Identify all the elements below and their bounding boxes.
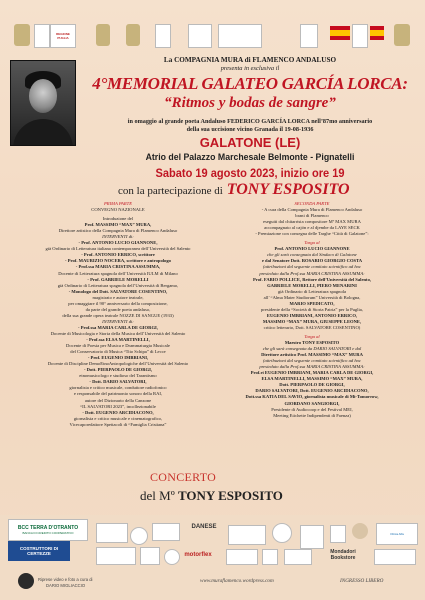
- program-line: per omaggiare il 90° anniversario della composizione,: [68, 300, 168, 306]
- costruttori-logo: COSTRUTTORI DI CERTEZZE: [8, 541, 70, 561]
- ottica-alfa-logo: Ottica Alfa: [376, 523, 418, 545]
- sponsor-logo-8: [140, 547, 160, 565]
- video-credit-line-2: DARIO MIGLIACCIO: [46, 583, 86, 588]
- program-line: Dott. PIERPAOLO DE GIORGI,: [279, 382, 345, 388]
- company-line: La COMPAGNIA MURA di FLAMENCO ANDALUSO: [163, 56, 337, 64]
- event-date: Sabato 19 agosto 2023, inizio ore 19: [155, 166, 345, 180]
- program-line: - Prof. ANTONIO ERRICO, scrittore: [81, 252, 155, 258]
- program-line: Direttore artistico Prof. MASSIMO “MAX” MURA: [261, 352, 363, 358]
- program-line: Docente di Letteratura spagnola dell’Università IULM di Milano: [58, 270, 178, 276]
- program-line: già Ordinario di Letteratura italiana contemporanea dell’Università del Salento: [45, 246, 191, 252]
- sponsors-footer: [0, 515, 425, 600]
- sponsor-logo-13: [374, 549, 416, 565]
- program-line: all’ “Alma Mater Studiorum” Università di Bologna,: [263, 294, 361, 300]
- crest-logo-4-icon: [126, 24, 140, 46]
- program-line: DARIO SALVATORI, Dott. EUGENIO ARCIDIACONO,: [255, 388, 369, 394]
- concert-prefix: del Mº: [140, 488, 175, 503]
- program-line: presieduto dalla Prof.ssa MARIA CRISTINA ASSUMMA:: [259, 270, 365, 276]
- program-line: - Prof. MAURIZIO NOCERA, scrittore e antropologo: [65, 258, 171, 264]
- sponsor-logo-2: [130, 527, 148, 545]
- program-right-column: [212, 201, 412, 419]
- program-line: CONVEGNO NAZIONALE: [91, 207, 145, 213]
- program-line: Maestro TONY ESPOSITO: [284, 340, 340, 346]
- bank-name: BCC TERRA D’OTRANTO: [17, 525, 79, 531]
- program-line: accompagnato al cajón e al djembe da LAYE SECK: [264, 225, 360, 231]
- program-line: giornalista e critico musicale, conduttore radiofonico: [69, 385, 167, 391]
- mondadori-logo: Mondadori Bookstore: [330, 549, 356, 561]
- program-line: Prof.ri EUGENIO IMBRIANI, MARIA CARLA DE GIORGI,: [250, 370, 374, 376]
- program-line: eseguiti dal chitarrista compositore Mº MAX MURA: [263, 219, 361, 225]
- program-line: “IL SALVATORI 2023”, incollezionabile: [80, 403, 156, 409]
- sponsor-logo-12: [284, 549, 312, 565]
- crest-logo-9-icon: [394, 24, 410, 46]
- crest-logo-8-icon: [352, 24, 368, 48]
- sponsor-logo-10: [226, 549, 258, 565]
- program-left-column: [18, 201, 218, 428]
- program-line: Targa al: [304, 333, 320, 339]
- regione-puglia-logo: REGIONE PUGLIA: [50, 24, 76, 48]
- danese-logo: DANESE: [191, 524, 217, 530]
- omaggio-line-2: della sua uccisione vicino Granada il 19-08-1936: [186, 126, 314, 133]
- spain-flag-icon: [330, 26, 350, 40]
- program-line: già Ordinario di Letteratura spagnola dell’Università di Bergamo,: [57, 282, 179, 288]
- program-line: MARIO SPEDICATO,: [289, 300, 335, 306]
- crest-logo-6-icon: [188, 24, 212, 48]
- website-link[interactable]: www.muraflamenco.wordpress.com: [200, 578, 274, 584]
- program-line: - A cura della Compagnia Mura di Flamenco Andaluso: [261, 207, 363, 213]
- program-line: - Dott. DARIO SALVATORI,: [89, 379, 147, 385]
- spain-flag-2-icon: [370, 26, 384, 40]
- program-line: GABRIELE MORELLI, PIERO MENARINI: [267, 282, 357, 288]
- program-line: ELSA MARTINELLI, MASSIMO “MAX” MURA,: [261, 376, 363, 382]
- program-line: presidente della “Società di Storia Patria” per la Puglia,: [261, 306, 363, 312]
- program-line: della sua grande opera teatrale NOZZE DI SANGUE (1933): [62, 312, 174, 318]
- sponsor-logo-3: [152, 523, 180, 541]
- city-title: GALATONE (LE): [199, 135, 301, 150]
- program-line: - Prof. GABRIELE MORELLI: [87, 276, 149, 282]
- program-line: - Prof. ANTONIO LUCIO GIANNONE,: [78, 240, 158, 246]
- ambassador-logo-icon: [218, 24, 262, 48]
- program-line: - Prof.ssa MARIA CARLA DE GIORGI,: [78, 324, 158, 330]
- memorial-title: 4°MEMORIAL GALATEO GARCÍA LORCA:: [92, 74, 408, 93]
- program-line: da parte del grande poeta andaluso,: [85, 306, 151, 312]
- sponsor-logo-5: [300, 525, 324, 549]
- program-line: Docente di Discipline DemoEtnoAntropologiche dell’Università del Salento: [47, 361, 189, 367]
- program-line: e responsabile del patrimonio sonoro della RAI,: [73, 391, 163, 397]
- bcc-bank-logo: [8, 519, 88, 541]
- program-line: PRIMA PARTE: [103, 201, 133, 206]
- compracasa-logo: [96, 547, 136, 565]
- don-gio-logo: [228, 525, 266, 545]
- partecipazione-name: TONY ESPOSITO: [226, 181, 350, 198]
- sponsor-logo-11: [262, 549, 278, 565]
- program-line: (attribuzioni dal seguente comitato scientifico ad hoc: [263, 358, 361, 364]
- free-entry-label: INGRESSO LIBERO: [340, 578, 384, 584]
- program-line: GIORDANO SANGIORGI,: [284, 400, 340, 406]
- program-line: giornalista e critico musicale e cinematografico,: [73, 415, 163, 421]
- lorca-portrait: [10, 60, 76, 146]
- sponsor-logo-1: [96, 523, 128, 543]
- concert-title: CONCERTO: [150, 470, 217, 484]
- program-line: Docente di Poesia per Musica e Drammaturgia Musicale: [66, 343, 170, 349]
- program-line: che gli sarà consegnata da DARIO SALVATORI e dal: [262, 346, 362, 352]
- program-line: presieduto dalla Prof.ssa MARIA CRISTINA ASSUMMA:: [259, 364, 365, 370]
- crest-logo-7-icon: [300, 24, 318, 48]
- partecipazione-prefix: con la partecipazione di: [118, 185, 223, 197]
- program-line: Docente di Musicologia e Storia della Musica dell’Università del Salento: [50, 330, 186, 336]
- program-line: Presidente di Audiocoop e del Festival MEI,: [271, 406, 353, 412]
- crest-logo-5-icon: [155, 24, 171, 48]
- crest-logo-1-icon: [14, 24, 30, 46]
- motorflex-logo: motorflex: [184, 552, 212, 558]
- sponsor-logo-7: [352, 523, 368, 539]
- partecipazione-line: [118, 181, 378, 199]
- program-line: - Prof.ssa MARIA CRISTINA ASSUMMA,: [75, 264, 161, 270]
- program-line: - Prof.ssa ELSA MARTINELLI,: [86, 337, 150, 343]
- program-line: - Premiazione con consegna delle Targhe “Città di Galatone”:: [255, 231, 369, 237]
- program-line: - Dott. PIERPAOLO DE GIORGI,: [83, 367, 153, 373]
- sponsor-logo-4: [272, 523, 292, 543]
- program-line: del Conservatorio di Musica “Tito Schipa” di Lecce: [70, 349, 166, 355]
- crest-logo-3-icon: [96, 24, 110, 46]
- program-line: INTERVENTI di:: [102, 318, 134, 324]
- sponsor-logo-6: [330, 525, 346, 543]
- presenta-line: presenta in esclusiva il: [220, 65, 280, 72]
- program-line: SECONDA PARTE: [294, 201, 330, 206]
- program-line: Introduzione del: [102, 216, 134, 222]
- program-line: che gli sarà consegnata dal Sindaco di Galatone: [267, 252, 357, 258]
- video-credit-line-1: Riprese video e foto a cura di: [38, 577, 93, 582]
- program-line: EUGENIO IMBRIANI, ANTONIO ERRICO,: [266, 312, 358, 318]
- program-line: Dott.ssa KATIA DEL SAVIO, giornalista musicale di Mi-Tomorrow,: [245, 394, 379, 400]
- program-line: Prof. FABIO POLLICE, Rettore dell’Università del Salento,: [252, 276, 372, 282]
- program-line: Vicecaporedattore Spettacoli di “Famiglia Cristiana”: [69, 421, 167, 427]
- memorial-subtitle: “Ritmos y bodas de sangre”: [164, 95, 336, 111]
- program-line: (attribuzioni dal seguente comitato scientifico ad hoc: [263, 264, 361, 270]
- program-line: critico letterario, Dott. SALVATORE COSENTINO): [263, 324, 361, 330]
- program-line: già Ordinario di Letteratura spagnola: [277, 288, 347, 294]
- program-line: - Prof. EUGENIO IMBRIANI,: [87, 355, 149, 361]
- program-line: etnomusicologo e studioso del Tarantismo: [79, 373, 157, 379]
- program-line: Meeting Etichette Indipendenti di Faenza): [273, 412, 351, 418]
- program-line: Prof. ANTONIO LUCIO GIANNONE: [274, 246, 350, 252]
- program-line: Direttore artistico della Compagnia Mura di Flamenco Andaluso: [58, 228, 178, 234]
- program-line: MASSIMO “MAX” MURA, GIUSEPPE LEONE,: [262, 318, 362, 324]
- program-line: autore del Dizionario della Canzone: [84, 397, 152, 403]
- program-line: magistrato e autore teatrale,: [92, 294, 144, 300]
- program-line: Prof. MASSIMO “MAX” MURA,: [84, 222, 152, 228]
- omaggio-line-1: in omaggio al grande poeta Andaluso FEDERICO GARCÍA LORCA nell’87mo anniversario: [127, 118, 373, 125]
- bank-subtitle: BANCA DI CREDITO COOPERATIVO: [22, 531, 74, 535]
- concert-performer-line: [140, 488, 283, 504]
- camera-logo-icon: [18, 573, 34, 589]
- program-line: - Monologo del Dott. SALVATORE COSENTINO,: [68, 288, 168, 294]
- program-line: - Dott. EUGENIO ARCIDIACONO,: [82, 409, 154, 415]
- program-line: brani di Flamenco: [295, 213, 329, 219]
- sponsor-logo-9: [164, 549, 180, 565]
- program-line: e dal Senatore Dott. ROSARIO GIORGIO COSTA: [261, 258, 363, 264]
- concert-performer-name: TONY ESPOSITO: [177, 488, 283, 503]
- venue-line: Atrio del Palazzo Marchesale Belmonte - Pignatelli: [145, 152, 355, 163]
- program-line: INTERVENTI di:: [102, 234, 134, 240]
- program-line: Targa al: [304, 240, 320, 246]
- crest-logo-2-icon: [34, 24, 50, 48]
